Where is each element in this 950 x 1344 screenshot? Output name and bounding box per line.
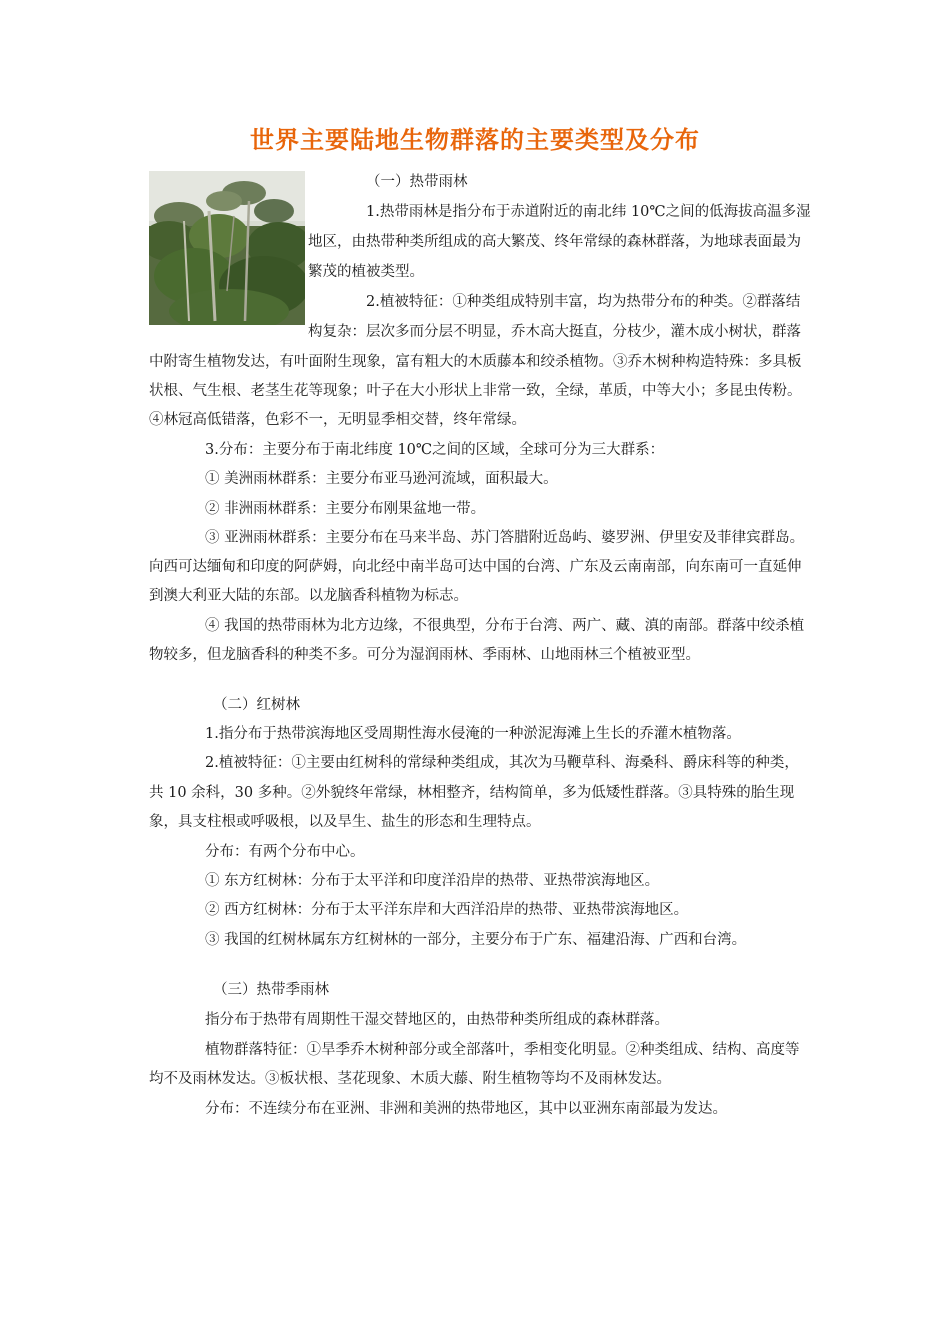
paragraph-line: ② 非洲雨林群系：主要分布刚果盆地一带。 (205, 501, 486, 517)
paragraph-line: 1.指分布于热带滨海地区受周期性海水侵淹的一种淤泥海滩上生长的乔灌木植物落。 (205, 726, 741, 742)
rainforest-photo (149, 171, 305, 325)
paragraph-line: 3.分布：主要分布于南北纬度 10℃之间的区域，全球可分为三大群系： (205, 442, 665, 458)
paragraph-line: 植物群落特征：①旱季乔木树种部分或全部落叶，季相变化明显。②种类组成、结构、高度等 (205, 1042, 800, 1058)
paragraph-line: 状根、气生根、老茎生花等现象；叶子在大小形状上非常一致，全绿，革质，中等大小；多昆虫传粉。 (149, 383, 802, 399)
paragraph-line: ① 美洲雨林群系：主要分布亚马逊河流域，面积最大。 (205, 471, 558, 487)
paragraph-line: 向西可达缅甸和印度的阿萨姆，向北经中南半岛可达中国的台湾、广东及云南南部，向东南可一直延伸 (149, 559, 802, 575)
paragraph-line: 象，具支柱根或呼吸根，以及旱生、盐生的形态和生理特点。 (149, 814, 541, 830)
paragraph-line: ④ 我国的热带雨林为北方边缘，不很典型，分布于台湾、两广、藏、滇的南部。群落中绞杀植 (205, 618, 805, 634)
paragraph-line: 指分布于热带有周期性干湿交替地区的，由热带种类所组成的森林群落。 (205, 1012, 669, 1028)
paragraph-line: 地区，由热带种类所组成的高大繁茂、终年常绿的森林群落，为地球表面最为 (308, 234, 801, 250)
paragraph-line: ① 东方红树林：分布于太平洋和印度洋沿岸的热带、亚热带滨海地区。 (205, 873, 660, 889)
paragraph-line: 构复杂：层次多而分层不明显，乔木高大挺直，分枝少，灌木成小树状，群落 (308, 324, 801, 340)
paragraph-line: 2.植被特征：①种类组成特别丰富，均为热带分布的种类。②群落结 (366, 294, 801, 310)
section-heading-mangrove: （二）红树林 (213, 697, 300, 713)
paragraph-line: 到澳大利亚大陆的东部。以龙脑香科植物为标志。 (149, 588, 468, 604)
paragraph-line: 分布：有两个分布中心。 (205, 844, 365, 860)
paragraph-line: ③ 我国的红树林属东方红树林的一部分，主要分布于广东、福建沿海、广西和台湾。 (205, 932, 747, 948)
paragraph-line: ④林冠高低错落，色彩不一，无明显季相交替，终年常绿。 (149, 412, 526, 428)
paragraph-line: ③ 亚洲雨林群系：主要分布在马来半岛、苏门答腊附近岛屿、婆罗洲、伊里安及菲律宾群岛。 (205, 530, 805, 546)
paragraph-line: 2.植被特征：①主要由红树科的常绿种类组成，其次为马鞭草科、海桑科、爵床科等的种类， (205, 755, 799, 771)
section-heading-monsoon-forest: （三）热带季雨林 (213, 982, 329, 998)
paragraph-line: ② 西方红树林：分布于太平洋东岸和大西洋沿岸的热带、亚热带滨海地区。 (205, 902, 689, 918)
paragraph-line: 1.热带雨林是指分布于赤道附近的南北纬 10℃之间的低海拔高温多湿 (366, 204, 811, 220)
section-heading-rainforest: （一）热带雨林 (366, 174, 468, 190)
paragraph-line: 分布：不连续分布在亚洲、非洲和美洲的热带地区，其中以亚洲东南部最为发达。 (205, 1101, 727, 1117)
paragraph-line: 共 10 余科，30 多种。②外貌终年常绿，林相整齐，结构简单，多为低矮性群落。③具特殊的胎生现 (149, 785, 795, 801)
paragraph-line: 物较多，但龙脑香科的种类不多。可分为湿润雨林、季雨林、山地雨林三个植被亚型。 (149, 647, 700, 663)
document-title: 世界主要陆地生物群落的主要类型及分布 (250, 126, 700, 154)
paragraph-line: 繁茂的植被类型。 (308, 264, 424, 280)
paragraph-line: 均不及雨林发达。③板状根、茎花现象、木质大藤、附生植物等均不及雨林发达。 (149, 1071, 671, 1087)
paragraph-line: 中附寄生植物发达，有叶面附生现象，富有粗大的木质藤本和绞杀植物。③乔木树种构造特殊：多具板 (149, 354, 802, 370)
